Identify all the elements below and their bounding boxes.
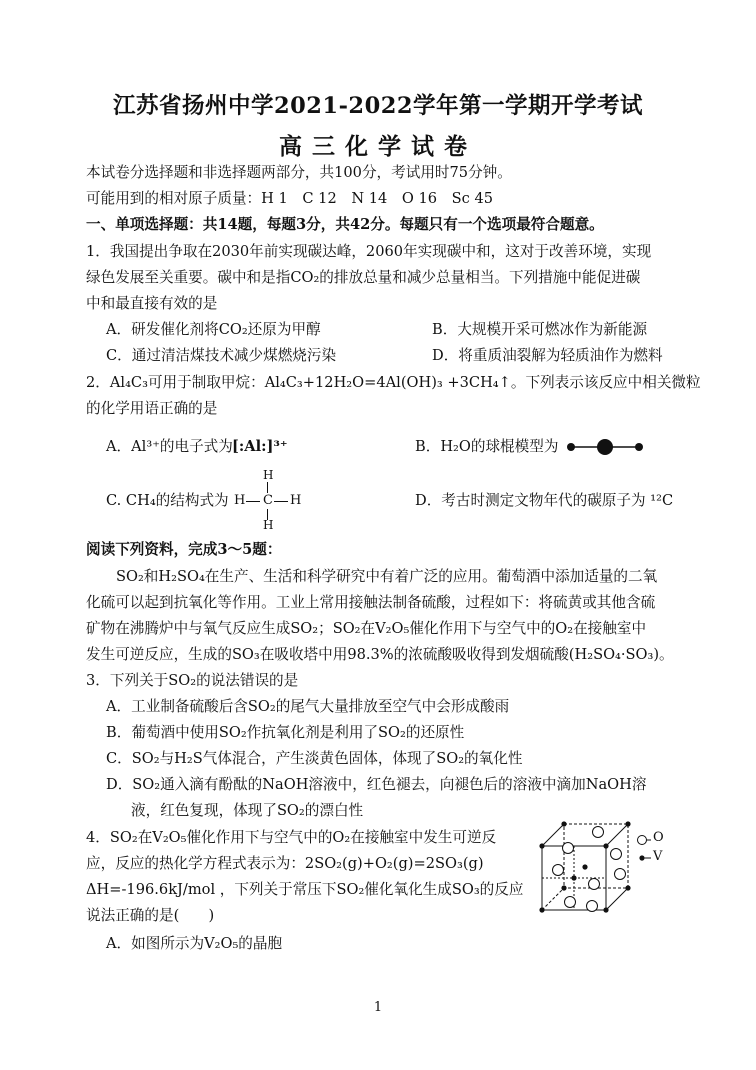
q2-line-1: 2．Al₄C₃可用于制取甲烷：Al₄C₃+12H₂O=4Al(OH)₃ +3CH₄↑。下列表示该反应中相关微粒	[86, 374, 701, 391]
q2-option-c: C. CH₄的结构式为	[106, 492, 229, 509]
atom-h-right: H	[290, 493, 302, 508]
q3-option-b: B．葡萄酒中使用SO₂作抗氧化剂是利用了SO₂的还原性	[106, 724, 465, 741]
reading-line-2: 化硫可以起到抗氧化等作用。工业上常用接触法制备硫酸，过程如下：将硫黄或其他含硫	[86, 594, 656, 611]
atom-h-top: H	[263, 468, 274, 482]
intro-line-2: 可能用到的相对原子质量：H 1 C 12 N 14 O 16 Sc 45	[86, 190, 494, 207]
atom-c: C	[263, 493, 273, 508]
q2-option-d: D．考古时测定文物年代的碳原子为 ¹²C	[415, 492, 674, 509]
q1-line-2: 绿色发展至关重要。碳中和是指CO₂的排放总量和减少总量相当。下列措施中能促进碳	[86, 269, 641, 286]
reading-line-1: SO₂和H₂SO₄在生产、生活和科学研究中有着广泛的应用。葡萄酒中添加适量的二氧	[116, 568, 658, 585]
q4-line-4: 说法正确的是( )	[86, 907, 215, 924]
page-subtitle: 高三化学试卷	[279, 133, 477, 160]
reading-heading: 阅读下列资料，完成3～5题：	[86, 541, 282, 558]
legend-v-label: V	[653, 849, 663, 864]
reading-line-3: 矿物在沸腾炉中与氧气反应生成SO₂；SO₂在V₂O₅催化作用下与空气中的O₂在接触室中	[86, 620, 647, 637]
reading-line-4: 发生可逆反应，生成的SO₃在吸收塔中用98.3%的浓硫酸吸收得到发烟硫酸(H₂SO₄·SO₃)。	[86, 646, 674, 663]
al-electron-formula: [:Al:]³⁺	[232, 438, 288, 455]
q3-option-c: C．SO₂与H₂S气体混合，产生淡黄色固体，体现了SO₂的氧化性	[106, 750, 523, 767]
water-ball-stick-model	[565, 437, 645, 457]
q3-option-a: A．工业制备硫酸后含SO₂的尾气大量排放至空气中会形成酸雨	[106, 698, 510, 715]
q1-option-a: A．研发催化剂将CO₂还原为甲醇	[106, 321, 321, 338]
q3-option-d-line-2: 液，红色复现，体现了SO₂的漂白性	[131, 802, 364, 819]
atom-h-bottom: H	[263, 518, 274, 532]
q2-option-b: B．H₂O的球棍模型为	[415, 438, 559, 455]
q3-stem: 3．下列关于SO₂的说法错误的是	[86, 672, 299, 689]
bond-right	[274, 501, 288, 502]
page-number: 1	[373, 1000, 383, 1015]
q4-line-3: ΔH=-196.6kJ/mol ，下列关于常压下SO₂催化氧化生成SO₃的反应	[86, 881, 524, 898]
legend-o-label: O	[653, 830, 664, 845]
q3-option-d-line-1: D．SO₂通入滴有酚酞的NaOH溶液中，红色褪去，向褪色后的溶液中滴加NaOH溶	[106, 776, 647, 793]
intro-line-1: 本试卷分选择题和非选择题两部分，共100分，考试用时75分钟。	[86, 164, 512, 181]
q1-line-1: 1．我国提出争取在2030年前实现碳达峰，2060年实现碳中和，这对于改善环境，实现	[86, 243, 652, 260]
q4-line-2: 应，反应的热化学方程式表示为：2SO₂(g)+O₂(g)=2SO₃(g)	[86, 855, 484, 872]
q1-option-d: D．将重质油裂解为轻质油作为燃料	[432, 347, 663, 364]
q2-line-2: 的化学用语正确的是	[86, 400, 218, 417]
q4-option-a: A．如图所示为V₂O₅的晶胞	[106, 935, 283, 952]
q2-option-a: A．Al³⁺的电子式为	[106, 438, 233, 455]
q1-line-3: 中和最直接有效的是	[86, 295, 218, 312]
unit-cell-legend-symbols	[637, 830, 651, 866]
section-heading: 一、单项选择题：共14题，每题3分，共42分。每题只有一个选项最符合题意。	[86, 216, 604, 233]
bond-left	[246, 501, 260, 502]
atom-h-left: H	[234, 493, 246, 508]
page-title: 江苏省扬州中学2021-2022学年第一学期开学考试	[112, 93, 644, 119]
v2o5-unit-cell-diagram	[536, 818, 636, 918]
q1-option-b: B．大规模开采可燃冰作为新能源	[432, 321, 648, 338]
q1-option-c: C．通过清洁煤技术减少煤燃烧污染	[106, 347, 337, 364]
bond-top	[267, 482, 268, 493]
q4-line-1: 4．SO₂在V₂O₅催化作用下与空气中的O₂在接触室中发生可逆反	[86, 829, 497, 846]
methane-structural-formula	[234, 468, 304, 532]
